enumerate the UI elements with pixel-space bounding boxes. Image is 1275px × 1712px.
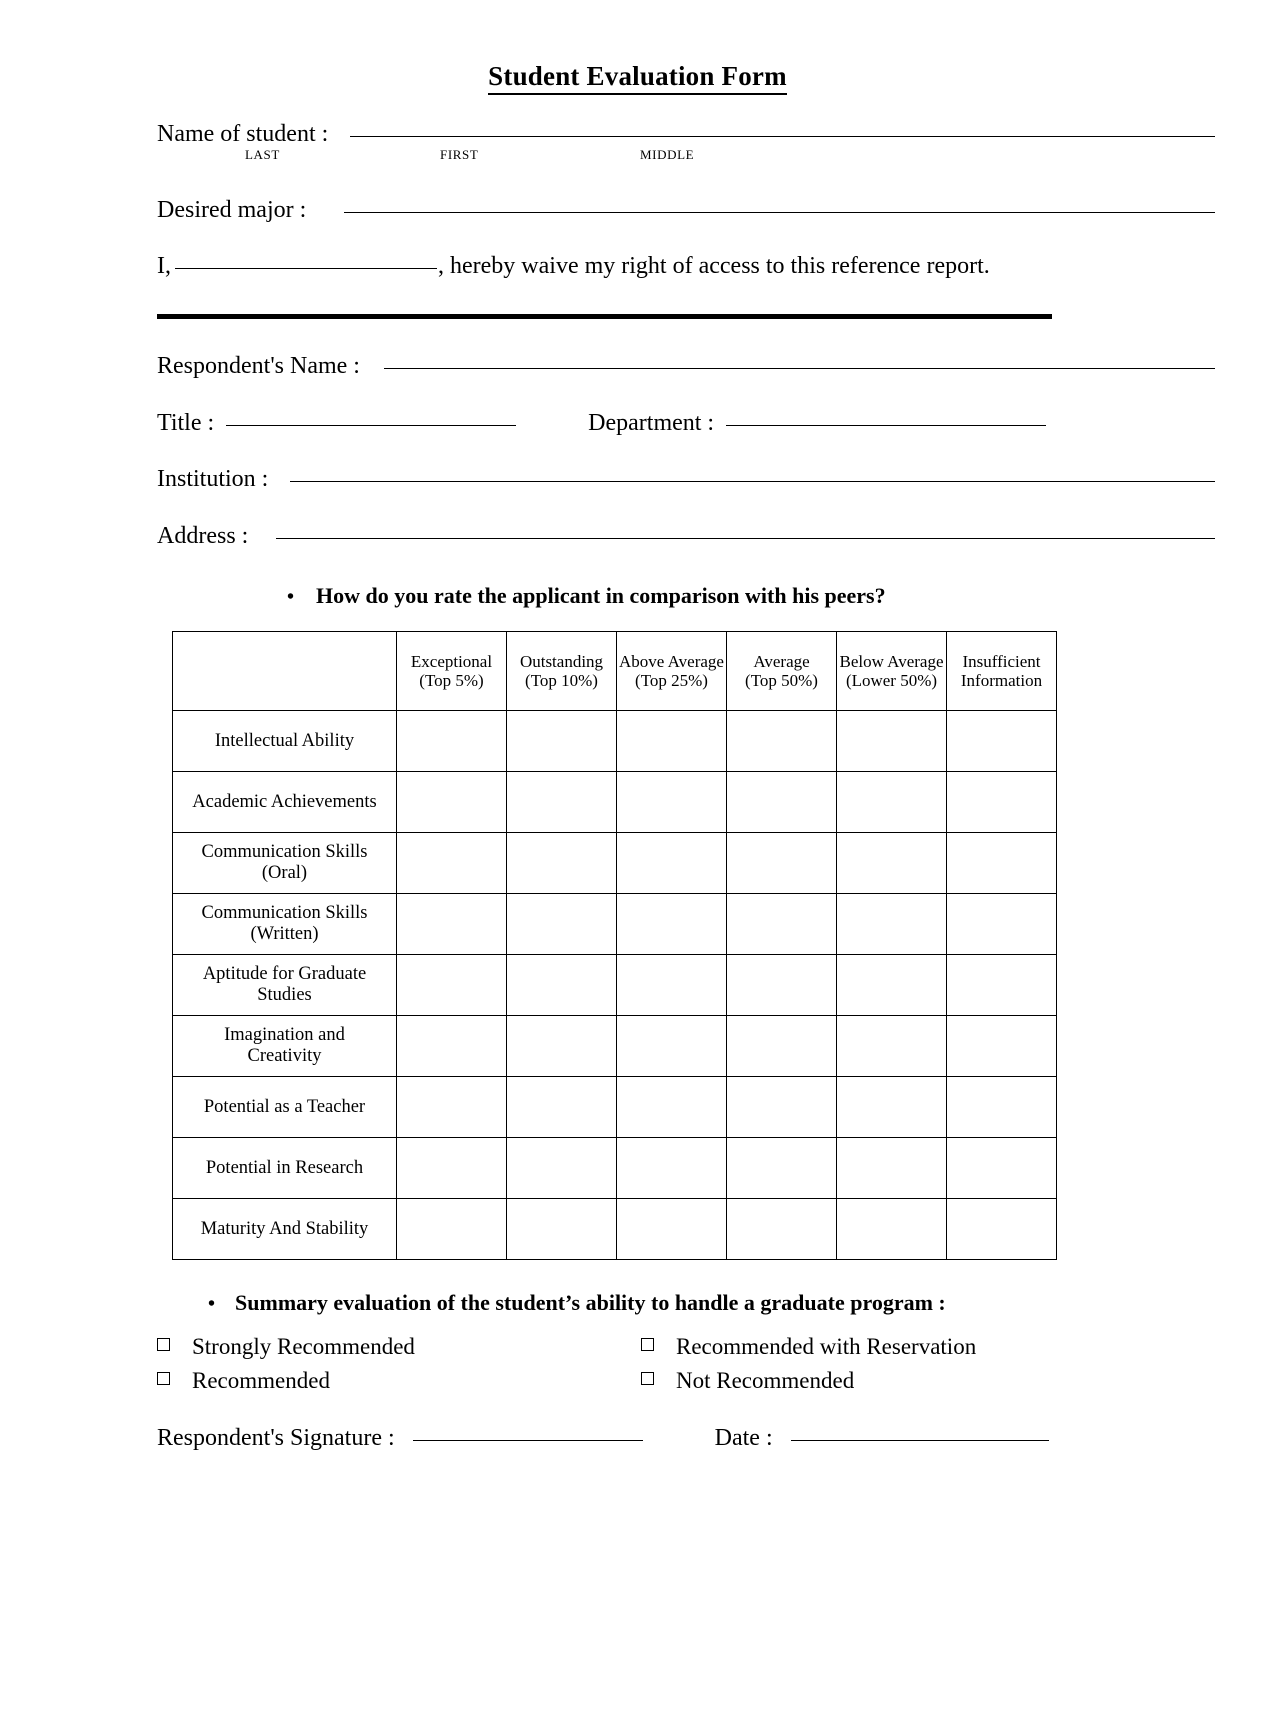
bullet-icon: •	[287, 586, 295, 609]
rating-cell[interactable]	[617, 833, 727, 894]
desired-major-label: Desired major :	[157, 197, 307, 224]
sublabel-last: LAST	[245, 147, 280, 163]
rating-cell[interactable]	[397, 833, 507, 894]
table-row	[173, 1016, 1057, 1077]
institution-input[interactable]	[290, 480, 1215, 482]
desired-major-input[interactable]	[344, 211, 1215, 213]
row-label-potential-in-research	[173, 1138, 397, 1199]
rating-cell[interactable]	[507, 1199, 617, 1260]
checkbox-icon[interactable]	[157, 1338, 170, 1351]
row-label-line1: Communication Skills	[201, 903, 368, 924]
checkbox-icon[interactable]	[157, 1372, 170, 1385]
table-row	[173, 833, 1057, 894]
rating-cell[interactable]	[727, 1199, 837, 1260]
row-label-line1: Potential in Research	[205, 1157, 364, 1178]
department-input[interactable]	[726, 424, 1046, 426]
rating-cell[interactable]	[947, 955, 1057, 1016]
rating-cell[interactable]	[727, 1016, 837, 1077]
rating-cell[interactable]	[397, 955, 507, 1016]
student-name-row	[0, 121, 1275, 147]
row-label-line1: Aptitude for Graduate	[202, 964, 367, 985]
waiver-name-input[interactable]	[175, 267, 437, 269]
rating-cell[interactable]	[837, 1016, 947, 1077]
rating-cell[interactable]	[727, 772, 837, 833]
row-label-academic-achievements	[173, 772, 397, 833]
page-title-wrapper	[0, 62, 1275, 95]
row-label-communication-skills-written	[173, 894, 397, 955]
waiver-prefix: I,	[157, 253, 171, 280]
desired-major-row	[0, 197, 1275, 223]
signature-date-row	[0, 1425, 1275, 1451]
rating-cell[interactable]	[617, 1016, 727, 1077]
sublabel-middle: MIDDLE	[640, 147, 695, 163]
rating-cell[interactable]	[727, 894, 837, 955]
rating-cell[interactable]	[507, 772, 617, 833]
bullet-icon: •	[208, 1293, 216, 1316]
department-label: Department :	[588, 409, 715, 436]
header-sub-text: (Top 5%)	[419, 671, 484, 691]
rating-cell[interactable]	[507, 1016, 617, 1077]
rating-cell[interactable]	[507, 1138, 617, 1199]
student-name-sublabels	[0, 147, 1275, 167]
header-main-text: Average	[753, 652, 810, 671]
rating-cell[interactable]	[837, 955, 947, 1016]
page-title: Student Evaluation Form	[488, 62, 787, 95]
rating-cell[interactable]	[507, 711, 617, 772]
rating-cell[interactable]	[507, 894, 617, 955]
row-label-aptitude-for-graduate-studies	[173, 955, 397, 1016]
header-average	[727, 632, 837, 711]
row-label-line1: Academic Achievements	[192, 791, 377, 812]
address-input[interactable]	[276, 537, 1215, 539]
rating-cell[interactable]	[397, 894, 507, 955]
respondent-name-input[interactable]	[384, 367, 1215, 369]
rating-cell[interactable]	[837, 1138, 947, 1199]
rating-cell[interactable]	[617, 711, 727, 772]
checkbox-option-not-recommended[interactable]	[641, 1368, 1275, 1394]
table-row	[173, 1199, 1057, 1260]
summary-heading-text: Summary evaluation of the student’s ability to handle a graduate program :	[235, 1290, 946, 1316]
header-sub-text: (Top 50%)	[745, 671, 818, 691]
summary-options-row	[157, 1334, 1275, 1360]
title-input[interactable]	[226, 424, 516, 426]
row-label-line2: Creativity	[247, 1046, 322, 1067]
rating-cell[interactable]	[837, 833, 947, 894]
row-label-line2: Studies	[257, 985, 312, 1006]
institution-label: Institution :	[157, 466, 269, 493]
rating-heading-text: How do you rate the applicant in comparison with his peers?	[316, 583, 886, 609]
checkbox-option-strongly-recommended[interactable]	[157, 1334, 641, 1360]
header-main-text: Outstanding	[519, 652, 604, 671]
rating-cell[interactable]	[837, 894, 947, 955]
section-divider	[157, 314, 1052, 319]
header-main-text: Below Average	[839, 652, 944, 671]
rating-cell[interactable]	[507, 833, 617, 894]
summary-options-group	[0, 1334, 1275, 1395]
checkbox-label: Recommended	[192, 1368, 330, 1394]
row-label-potential-as-a-teacher	[173, 1077, 397, 1138]
rating-cell[interactable]	[507, 1077, 617, 1138]
title-label: Title :	[157, 409, 215, 436]
table-row	[173, 1077, 1057, 1138]
checkbox-option-recommended-with-reservation[interactable]	[641, 1334, 1275, 1360]
row-label-maturity-and-stability	[173, 1199, 397, 1260]
row-label-communication-skills-oral	[173, 833, 397, 894]
header-sub-text: (Top 25%)	[635, 671, 708, 691]
rating-cell[interactable]	[617, 1077, 727, 1138]
waiver-suffix: , hereby waive my right of access to this reference report.	[438, 253, 990, 280]
rating-cell[interactable]	[617, 955, 727, 1016]
header-main-text: Insufficient Information	[960, 652, 1043, 691]
rating-cell[interactable]	[727, 1138, 837, 1199]
checkbox-label: Strongly Recommended	[192, 1334, 415, 1360]
sublabel-first: FIRST	[440, 147, 479, 163]
header-below-average	[837, 632, 947, 711]
rating-cell[interactable]	[617, 1138, 727, 1199]
rating-cell[interactable]	[397, 1138, 507, 1199]
rating-cell[interactable]	[947, 894, 1057, 955]
row-label-line2: (Written)	[250, 924, 319, 945]
row-label-line1: Maturity And Stability	[200, 1218, 369, 1239]
respondent-name-row	[0, 353, 1275, 379]
table-row	[173, 772, 1057, 833]
rating-cell[interactable]	[397, 1077, 507, 1138]
rating-cell[interactable]	[397, 711, 507, 772]
rating-cell[interactable]	[617, 1199, 727, 1260]
checkbox-label: Not Recommended	[676, 1368, 855, 1394]
header-main-text: Exceptional	[410, 652, 493, 671]
checkbox-label: Recommended with Reservation	[676, 1334, 977, 1360]
checkbox-icon[interactable]	[641, 1338, 654, 1351]
date-label: Date :	[714, 1424, 773, 1451]
table-row	[173, 894, 1057, 955]
header-insufficient-information	[947, 632, 1057, 711]
row-label-imagination-and-creativity	[173, 1016, 397, 1077]
header-above-average	[617, 632, 727, 711]
address-row	[0, 523, 1275, 549]
row-label-line1: Potential as a Teacher	[203, 1096, 366, 1117]
table-header-row	[173, 632, 1057, 711]
rating-cell[interactable]	[837, 1199, 947, 1260]
row-label-line1: Imagination and	[224, 1025, 345, 1046]
rating-cell[interactable]	[947, 1016, 1057, 1077]
header-sub-text: (Top 10%)	[525, 671, 598, 691]
checkbox-icon[interactable]	[641, 1372, 654, 1385]
rating-cell[interactable]	[727, 711, 837, 772]
rating-cell[interactable]	[837, 1077, 947, 1138]
checkbox-option-recommended[interactable]	[157, 1368, 641, 1394]
table-row	[173, 1138, 1057, 1199]
rating-section-heading	[0, 583, 1275, 609]
rating-cell[interactable]	[727, 1077, 837, 1138]
table-row	[173, 955, 1057, 1016]
row-label-line1: Intellectual Ability	[214, 730, 355, 751]
summary-section-heading	[0, 1290, 1275, 1316]
rating-cell[interactable]	[837, 772, 947, 833]
row-label-line2: (Oral)	[261, 863, 308, 884]
signature-input[interactable]	[413, 1439, 643, 1441]
date-input[interactable]	[791, 1439, 1049, 1441]
signature-label: Respondent's Signature :	[157, 1424, 395, 1451]
institution-row	[0, 466, 1275, 492]
table-row	[173, 711, 1057, 772]
respondent-name-label: Respondent's Name :	[157, 353, 360, 380]
header-corner-cell	[173, 632, 397, 711]
rating-cell[interactable]	[947, 1138, 1057, 1199]
rating-cell[interactable]	[727, 955, 837, 1016]
header-main-text: Above Average	[619, 652, 724, 671]
student-name-input[interactable]	[350, 135, 1215, 137]
rating-cell[interactable]	[947, 1077, 1057, 1138]
rating-cell[interactable]	[947, 1199, 1057, 1260]
rating-cell[interactable]	[727, 833, 837, 894]
rating-table	[172, 631, 1057, 1260]
rating-cell[interactable]	[397, 1016, 507, 1077]
rating-cell[interactable]	[617, 894, 727, 955]
address-label: Address :	[157, 522, 249, 549]
summary-options-row	[157, 1368, 1275, 1394]
rating-cell[interactable]	[837, 711, 947, 772]
row-label-line1: Communication Skills	[201, 842, 368, 863]
rating-cell[interactable]	[947, 711, 1057, 772]
header-sub-text: (Lower 50%)	[845, 671, 938, 691]
rating-cell[interactable]	[507, 955, 617, 1016]
header-outstanding	[507, 632, 617, 711]
rating-cell[interactable]	[397, 772, 507, 833]
row-label-intellectual-ability	[173, 711, 397, 772]
header-exceptional	[397, 632, 507, 711]
rating-cell[interactable]	[947, 833, 1057, 894]
student-evaluation-form-page	[0, 62, 1275, 1712]
rating-cell[interactable]	[617, 772, 727, 833]
rating-cell[interactable]	[397, 1199, 507, 1260]
title-department-row	[0, 410, 1275, 436]
waiver-statement	[0, 253, 1275, 280]
student-name-label: Name of student :	[157, 120, 329, 147]
rating-cell[interactable]	[947, 772, 1057, 833]
